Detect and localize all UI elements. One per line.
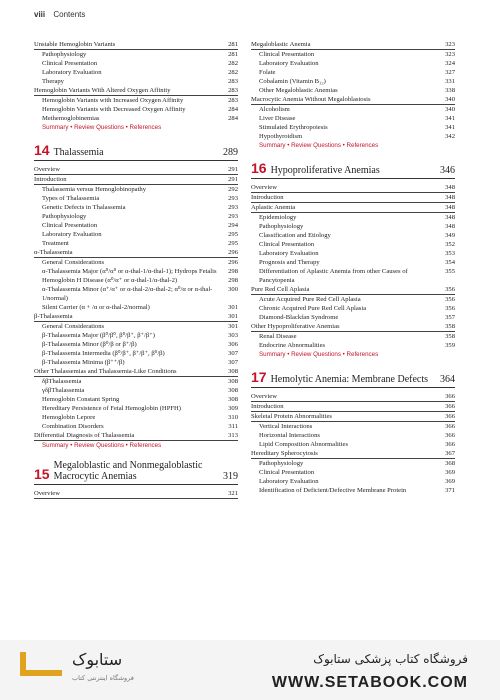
toc-section-entry [251,203,455,213]
toc-entry-label: Genetic Defects in Thalassemia [42,204,126,211]
toc-entry-page: 356 [445,296,455,303]
toc-entry-page: 308 [228,396,238,403]
chapter-number: 17 [251,369,267,385]
toc-entry-page: 340 [445,96,455,103]
toc-entry-label: General Considerations [42,323,105,330]
toc-entry-page: 358 [445,323,455,330]
toc-entry-label: Laboratory Evaluation [42,231,102,238]
toc-subentry [34,221,238,230]
toc-entry-page: 349 [445,232,455,239]
chapter-summary-links: Summary • Review Questions • References [259,351,379,358]
toc-subentry [34,331,238,340]
toc-subentry [251,231,455,240]
chapter-title: Thalassemia [53,147,104,158]
toc-section-entry [251,183,455,193]
toc-section-entry [34,367,238,377]
toc-entry-label: Laboratory Evaluation [42,69,102,76]
toc-section-entry [34,175,238,185]
chapter-page: 364 [440,374,455,385]
toc-entry-label: Unstable Hemoglobin Variants [34,41,116,48]
toc-subentry [34,77,238,86]
toc-entry-label: Skeletal Protein Abnormalities [251,413,332,420]
toc-subentry [34,212,238,221]
toc-entry-page: 308 [228,378,238,385]
toc-entry-page: 295 [228,240,238,247]
toc-section-entry [34,312,238,322]
toc-entry-page: 359 [445,342,455,349]
toc-entry-label: Classification and Etiology [259,232,331,239]
toc-entry-label: Acute Acquired Pure Red Cell Aplasia [259,296,361,303]
toc-entry-label: Therapy [42,78,64,85]
toc-entry-page: 291 [228,176,238,183]
toc-entry-page: 301 [228,313,238,320]
toc-entry-label: Pathophysiology [259,460,304,467]
toc-entry-label: Clinical Presentation [259,51,315,58]
toc-entry-page: 324 [445,60,455,67]
toc-subentry [34,203,238,212]
toc-entry-page: 358 [445,333,455,340]
toc-entry-page: 340 [445,106,455,113]
toc-subentry [251,222,455,231]
toc-entry-page: 293 [228,204,238,211]
toc-entry-label: Chronic Acquired Pure Red Cell Aplasia [259,305,367,312]
toc-entry-label: γδβThalassemia [42,387,85,394]
chapter-heading [34,142,238,161]
toc-entry-page: 284 [228,115,238,122]
toc-section-entry [34,86,238,96]
toc-entry-page: 298 [228,268,238,275]
toc-subentry [34,258,238,267]
toc-entry-label: Overview [34,490,60,497]
toc-entry-page: 355 [445,268,455,275]
toc-entry-page: 301 [228,323,238,330]
toc-entry-page: 341 [445,124,455,131]
toc-subentry [251,50,455,59]
toc-entry-page: 367 [445,450,455,457]
toc-entry-page: 323 [445,41,455,48]
toc-subentry [34,230,238,239]
toc-entry-page: 294 [228,222,238,229]
toc-subentry [251,486,455,495]
toc-entry-page: 310 [228,414,238,421]
toc-section-entry [34,40,238,50]
toc-subentry [34,422,238,431]
store-title: فروشگاه کتاب پزشکی ستابوک [313,652,468,666]
toc-subentry [251,105,455,114]
toc-entry-page: 348 [445,184,455,191]
toc-subentry [251,341,455,350]
toc-entry-label: β-Thalassemia Minima (β⁺⁺/β) [42,359,125,366]
toc-entry-page: 366 [445,441,455,448]
toc-entry-label: Aplastic Anemia [251,204,296,211]
chapter-summary-links: Summary • Review Questions • References [42,442,162,449]
chapter-number: 14 [34,142,50,158]
brand-logo-icon [20,652,62,676]
toc-subentry [251,123,455,132]
toc-entry-page: 366 [445,413,455,420]
toc-entry-label: Combination Disorders [42,423,104,430]
toc-entry-page: 327 [445,69,455,76]
toc-entry-page: 283 [228,97,238,104]
toc-entry-label: Differential Diagnosis of Thalassemia [34,432,135,439]
toc-entry-label: Pathophysiology [42,51,87,58]
toc-subentry [251,258,455,267]
toc-entry-label: Alcoholism [259,106,290,113]
toc-subentry [251,459,455,468]
header-title: Contents [53,10,86,19]
toc-entry-label: Prognosis and Therapy [259,259,320,266]
toc-entry-label: Clinical Presentation [42,222,98,229]
toc-entry-page: 293 [228,195,238,202]
toc-entry-page: 369 [445,478,455,485]
toc-entry-page: 311 [228,423,238,430]
toc-entry-page: 306 [228,341,238,348]
toc-entry-label: α-Thalassemia [34,249,73,256]
toc-entry-label: Epidemiology [259,214,297,221]
toc-section-entry [251,40,455,50]
toc-section-entry [251,392,455,402]
toc-subentry [251,240,455,249]
chapter-page: 319 [223,471,238,482]
page-number: viii [34,10,46,19]
toc-entry-label: Differentiation of Aplastic Anemia from other Causes of Pancytopenia [259,268,408,284]
chapter-heading [34,460,238,485]
toc-entry-label: Pathophysiology [259,223,304,230]
toc-entry-label: Introduction [251,194,284,201]
toc-section-entry [251,95,455,105]
toc-entry-page: 307 [228,350,238,357]
website-link[interactable]: WWW.SETABOOK.COM [271,674,468,691]
toc-section-entry [251,193,455,203]
toc-entry-label: Lipid Composition Abnormalities [259,441,349,448]
toc-entry-label: Thalassemia versus Hemoglobinopathy [42,186,147,193]
toc-entry-page: 369 [445,469,455,476]
toc-entry-label: Types of Thalassemia [42,195,100,202]
toc-entry-page: 309 [228,405,238,412]
toc-entry-page: 356 [445,305,455,312]
toc-entry-page: 298 [228,277,238,284]
toc-entry-page: 353 [445,250,455,257]
toc-subentry [34,194,238,203]
toc-entry-page: 366 [445,403,455,410]
toc-entry-page: 284 [228,106,238,113]
toc-subentry [34,386,238,395]
toc-entry-label: α-Thalassemia Major (α⁰/α⁰ or α-thal-1/α-thal-1); Hydrops Fetalis [42,268,217,275]
toc-entry-label: Laboratory Evaluation [259,250,319,257]
toc-entry-label: α-Thalassemia Minor (α⁺/α⁺ or α-thal-2/α-thal-2; α⁰/α or α-thal-1/normal) [42,286,213,302]
toc-entry-label: Other Megaloblastic Anemias [259,87,338,94]
toc-subentry [34,349,238,358]
toc-subentry [251,440,455,449]
toc-entry-label: β-Thalassemia [34,313,73,320]
toc-entry-page: 354 [445,259,455,266]
toc-entry-page: 295 [228,231,238,238]
toc-subentry [251,477,455,486]
toc-subentry [34,59,238,68]
toc-subentry [251,86,455,95]
toc-entry-page: 368 [445,460,455,467]
toc-entry-page: 321 [228,490,238,497]
toc-entry-page: 307 [228,359,238,366]
toc-entry-page: 352 [445,241,455,248]
toc-section-entry [251,412,455,422]
toc-subentry [251,431,455,440]
toc-entry-label: Folate [259,69,276,76]
toc-entry-page: 348 [445,214,455,221]
toc-section-entry [34,165,238,175]
toc-entry-page: 303 [228,332,238,339]
publisher-footer [0,640,500,700]
toc-entry-page: 301 [228,304,238,311]
toc-subentry [251,267,455,285]
toc-entry-label: Hereditary Persistence of Fetal Hemoglobin (HPFH) [42,405,181,412]
toc-entry-label: Hemoglobin H Disease (α⁰/α⁺ or α-thal-1/α-thal-2) [42,277,178,284]
toc-entry-label: Hemoglobin Variants With Altered Oxygen Affinity [34,87,171,94]
toc-entry-label: Laboratory Evaluation [259,60,319,67]
toc-entry-page: 308 [228,387,238,394]
toc-entry-label: Overview [251,184,277,191]
toc-entry-page: 283 [228,78,238,85]
toc-subentry [34,285,238,303]
chapter-title: Hemolytic Anemia: Membrane Defects [270,374,429,385]
toc-entry-page: 282 [228,60,238,67]
toc-entry-label: Hemoglobin Variants with Decreased Oxygen Affinity [42,106,186,113]
toc-entry-page: 308 [228,368,238,375]
chapter-page: 346 [440,165,455,176]
toc-entry-page: 291 [228,166,238,173]
toc-entry-label: Horizontal Interactions [259,432,320,439]
toc-entry-page: 292 [228,186,238,193]
chapter-summary-links: Summary • Review Questions • References [42,124,162,131]
toc-subentry [251,114,455,123]
toc-entry-label: Other Hypoproliferative Anemias [251,323,340,330]
chapter-summary-links: Summary • Review Questions • References [259,142,379,149]
toc-subentry [34,50,238,59]
brand-name: ستابوک [72,650,123,669]
toc-entry-label: Introduction [251,403,284,410]
toc-entry-label: Hypothyroidism [259,133,303,140]
toc-entry-label: Macrocytic Anemia Without Megaloblastosis [251,96,371,103]
toc-subentry [34,68,238,77]
toc-entry-label: Hemoglobin Constant Spring [42,396,120,403]
toc-entry-page: 338 [445,87,455,94]
toc-entry-label: Cobalamin (Vitamin B₁₂) [259,78,326,85]
toc-subentry [34,303,238,312]
toc-entry-label: β-Thalassemia Intermedia (β⁰/β⁺, β⁺/β⁺, β⁰/β) [42,350,165,357]
toc-entry-label: Vertical Interactions [259,423,313,430]
toc-entry-page: 281 [228,41,238,48]
toc-entry-label: Introduction [34,176,67,183]
toc-entry-page: 293 [228,213,238,220]
toc-subentry [34,96,238,105]
toc-entry-label: Clinical Presentation [259,241,315,248]
toc-entry-page: 323 [445,51,455,58]
toc-subentry [34,340,238,349]
toc-subentry [251,313,455,322]
toc-entry-label: Treatment [42,240,69,247]
toc-subentry [251,213,455,222]
toc-entry-page: 342 [445,133,455,140]
toc-subentry [251,332,455,341]
toc-section-entry [251,322,455,332]
toc-entry-label: Megaloblastic Anemia [251,41,311,48]
toc-entry-label: Diamond-Blackfan Syndrome [259,314,339,321]
toc-subentry [251,68,455,77]
toc-subentry [34,239,238,248]
toc-entry-page: 283 [228,87,238,94]
toc-subentry [34,114,238,123]
toc-subentry [251,422,455,431]
toc-entry-label: Laboratory Evaluation [259,478,319,485]
toc-entry-page: 348 [445,223,455,230]
toc-entry-page: 281 [228,51,238,58]
toc-section-entry [34,431,238,441]
toc-entry-label: Renal Disease [259,333,297,340]
toc-entry-label: Hemoglobin Lepore [42,414,96,421]
toc-entry-page: 282 [228,69,238,76]
toc-subentry [34,322,238,331]
toc-entry-page: 331 [445,78,455,85]
toc-entry-label: Hemoglobin Variants with Increased Oxygen Affinity [42,97,184,104]
chapter-heading [251,369,455,388]
toc-entry-label: Identification of Deficient/Defective Membrane Protein [259,487,407,494]
chapter-page: 289 [223,147,238,158]
chapter-heading [251,160,455,179]
toc-entry-page: 300 [228,286,238,293]
toc-section-entry [251,402,455,412]
toc-subentry [34,377,238,386]
toc-subentry [34,395,238,404]
toc-entry-label: Overview [34,166,60,173]
toc-entry-label: Overview [251,393,277,400]
chapter-number: 16 [251,160,267,176]
brand-subtitle: فروشگاه اینترنتی کتاب [72,674,134,682]
toc-subentry [34,185,238,194]
toc-entry-label: β-Thalassemia Major (β⁰/β⁰, β⁰/β⁺, β⁺/β⁺) [42,332,155,339]
toc-entry-label: Pure Red Cell Aplasia [251,286,310,293]
toc-subentry [251,77,455,86]
toc-entry-label: Silent Carrier (α + /α or α-thal-2/normal) [42,304,150,311]
toc-section-entry [251,449,455,459]
toc-entry-label: Hereditary Spherocytosis [251,450,318,457]
toc-subentry [251,295,455,304]
toc-entry-page: 296 [228,259,238,266]
toc-section-entry [34,248,238,258]
toc-entry-label: General Considerations [42,259,105,266]
toc-entry-label: Clinical Presentation [42,60,98,67]
chapter-title: Megaloblastic and Nonmegaloblastic Macrocytic Anemias [53,460,203,482]
toc-subentry [34,105,238,114]
toc-entry-label: Liver Disease [259,115,296,122]
toc-subentry [251,132,455,141]
toc-entry-page: 348 [445,204,455,211]
toc-subentry [34,358,238,367]
toc-left-column [34,40,238,499]
toc-entry-page: 357 [445,314,455,321]
toc-subentry [251,304,455,313]
toc-entry-page: 296 [228,249,238,256]
toc-subentry [34,404,238,413]
toc-entry-page: 356 [445,286,455,293]
toc-entry-page: 366 [445,423,455,430]
toc-entry-label: Clinical Presentation [259,469,315,476]
toc-entry-page: 348 [445,194,455,201]
toc-entry-page: 366 [445,393,455,400]
toc-entry-page: 366 [445,432,455,439]
toc-entry-label: Methemoglobinemias [42,115,100,122]
chapter-number: 15 [34,466,50,482]
toc-entry-label: Pathophysiology [42,213,87,220]
toc-entry-label: δβThalassemia [42,378,82,385]
toc-subentry [251,59,455,68]
toc-entry-page: 371 [445,487,455,494]
toc-subentry [251,468,455,477]
toc-entry-page: 341 [445,115,455,122]
toc-entry-page: 313 [228,432,238,439]
toc-subentry [34,276,238,285]
toc-subentry [34,267,238,276]
toc-entry-label: Other Thalassemias and Thalassemia-Like Conditions [34,368,177,375]
toc-section-entry [34,489,238,499]
chapter-title: Hypoproliferative Anemias [270,165,380,176]
toc-entry-label: β-Thalassemia Minor (β⁰/β or β⁺/β) [42,341,137,348]
toc-entry-label: Endocrine Abnormalities [259,342,326,349]
page-header [34,10,474,24]
toc-entry-label: Stimulated Erythropoiesis [259,124,328,131]
toc-subentry [251,249,455,258]
toc-section-entry [251,285,455,295]
toc-right-column [251,40,455,495]
toc-subentry [34,413,238,422]
